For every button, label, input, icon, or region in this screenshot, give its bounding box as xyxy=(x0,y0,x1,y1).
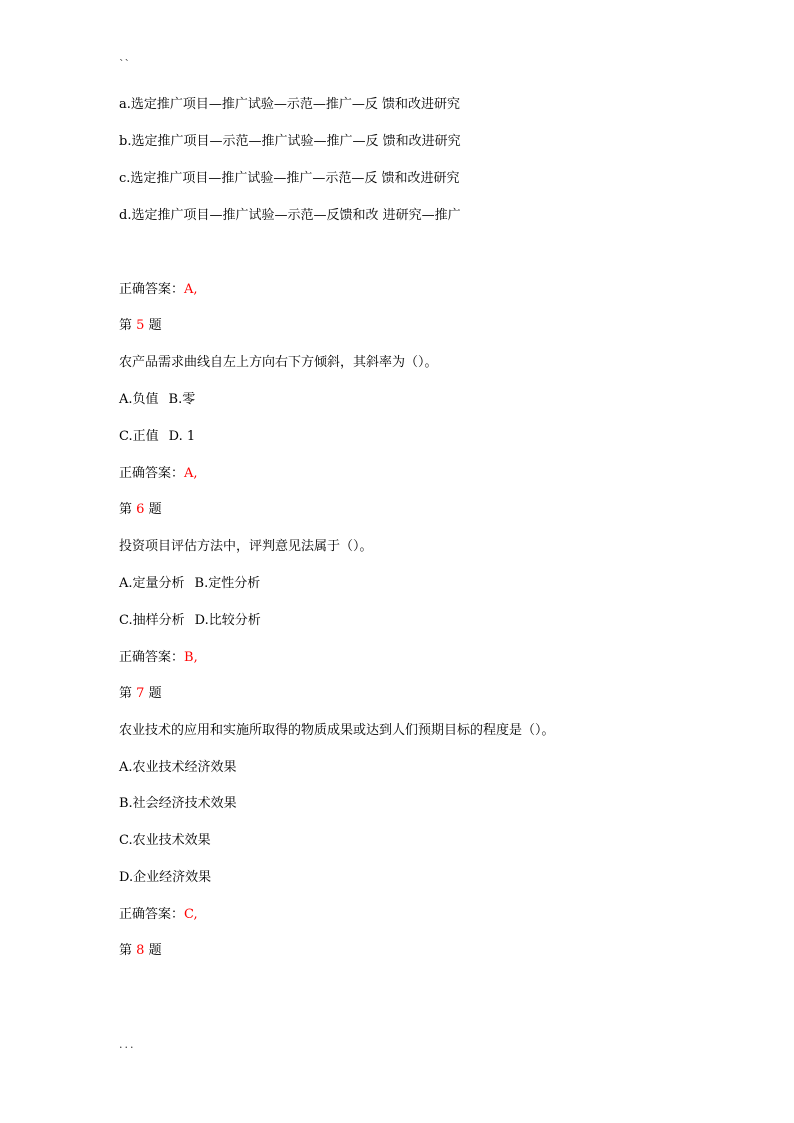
q7-heading xyxy=(119,686,162,702)
q7-option-d: D.企业经济效果 xyxy=(119,870,212,885)
q5-option-c: C.正值 xyxy=(119,429,159,444)
q4-answer-value: A, xyxy=(184,282,198,297)
page-footer-mark: ... xyxy=(119,1038,136,1051)
q4-option-b: b.选定推广项目—示范—推广试验—推广—反 馈和改进研究 xyxy=(119,134,461,149)
q6-option-b: B.定性分析 xyxy=(194,576,261,591)
q-prefix: 第 xyxy=(119,686,133,701)
q6-number: 6 xyxy=(136,502,145,517)
q7-option-c: C.农业技术效果 xyxy=(119,833,211,848)
q7-option-b: B.社会经济技术效果 xyxy=(119,796,237,811)
q6-heading xyxy=(119,502,162,518)
q4-option-a: a.选定推广项目—推广试验—示范—推广—反 馈和改进研究 xyxy=(119,97,461,112)
q7-answer-value: C, xyxy=(184,907,198,922)
q8-heading xyxy=(119,943,162,959)
answer-label: 正确答案： xyxy=(119,907,185,922)
q7-number: 7 xyxy=(136,686,145,701)
q7-answer-line xyxy=(119,907,198,923)
page-header-mark: `` xyxy=(119,58,130,71)
q-prefix: 第 xyxy=(119,502,133,517)
q6-answer-value: B, xyxy=(184,650,198,665)
q7-option-a: A.农业技术经济效果 xyxy=(119,760,237,775)
q5-heading xyxy=(119,318,162,334)
q6-stem: 投资项目评估方法中，评判意见法属于（）。 xyxy=(119,539,373,554)
q-suffix: 题 xyxy=(148,318,162,333)
q6-option-a: A.定量分析 xyxy=(119,576,185,591)
q4-option-c: c.选定推广项目—推广试验—推广—示范—反 馈和改进研究 xyxy=(119,171,460,186)
q8-number: 8 xyxy=(136,943,145,958)
q4-option-d: d.选定推广项目—推广试验—示范—反馈和改 进研究—推广 xyxy=(119,208,461,223)
q5-answer-value: A, xyxy=(184,466,198,481)
answer-label: 正确答案： xyxy=(119,466,185,481)
q-prefix: 第 xyxy=(119,318,133,333)
answer-label: 正确答案： xyxy=(119,282,185,297)
q5-answer-line xyxy=(119,466,198,482)
q5-stem: 农产品需求曲线自左上方向右下方倾斜，其斜率为（）。 xyxy=(119,355,438,370)
q6-options-row-1 xyxy=(119,576,260,592)
q-suffix: 题 xyxy=(148,943,162,958)
q6-options-row-2 xyxy=(119,613,261,629)
q-suffix: 题 xyxy=(148,502,162,517)
q-prefix: 第 xyxy=(119,943,133,958)
answer-label: 正确答案： xyxy=(119,650,185,665)
q5-number: 5 xyxy=(136,318,145,333)
q6-option-c: C.抽样分析 xyxy=(119,613,185,628)
q5-option-a: A.负值 xyxy=(119,392,159,407)
q-suffix: 题 xyxy=(148,686,162,701)
q5-option-d: D. 1 xyxy=(168,429,196,444)
q7-stem: 农业技术的应用和实施所取得的物质成果或达到人们预期目标的程度是（）。 xyxy=(119,723,555,738)
q5-option-b: B.零 xyxy=(168,392,196,407)
q6-answer-line xyxy=(119,650,198,666)
q5-options-row-2 xyxy=(119,429,195,445)
q5-options-row-1 xyxy=(119,392,195,408)
q6-option-d: D.比较分析 xyxy=(194,613,261,628)
q4-answer-line xyxy=(119,282,198,298)
